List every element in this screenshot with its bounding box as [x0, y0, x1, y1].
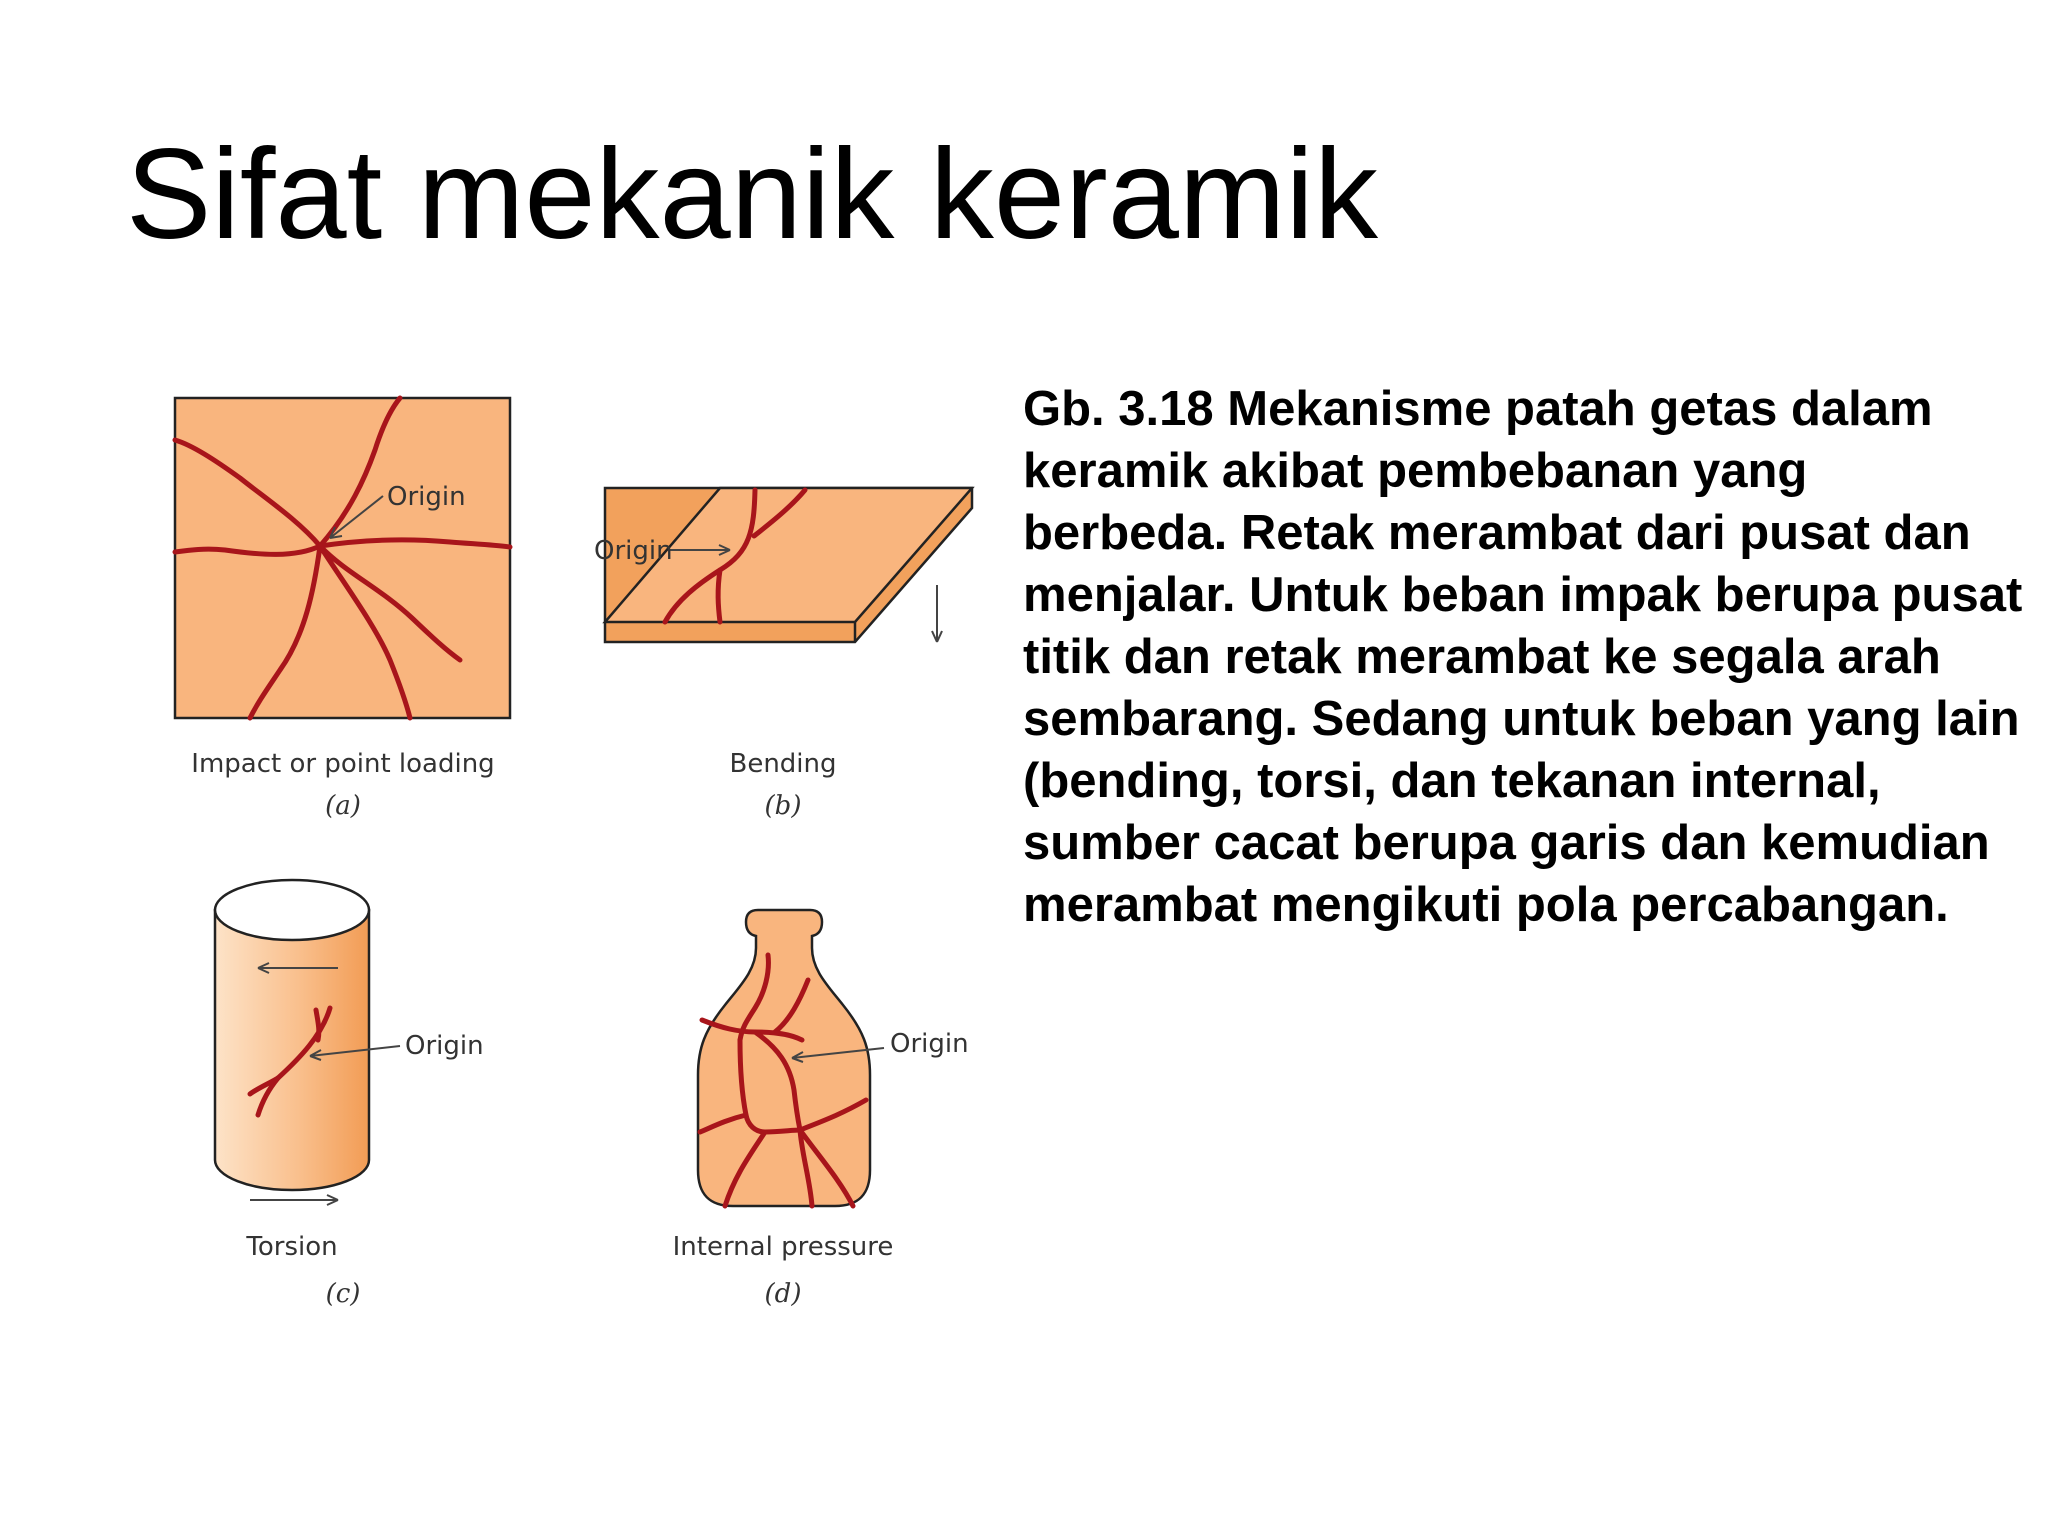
panel-d-origin-label: Origin	[890, 1029, 969, 1059]
panel-b-caption: Bending	[729, 749, 837, 779]
panel-b-bending	[594, 488, 972, 821]
panel-a-letter: (a)	[325, 791, 361, 821]
panel-d-letter: (d)	[764, 1279, 802, 1309]
panel-c-bottom-arrow	[250, 1195, 338, 1205]
panel-c-cylinder-body	[215, 910, 369, 1190]
panel-b-letter: (b)	[764, 791, 802, 821]
panel-d-internal-pressure	[673, 910, 969, 1309]
panel-c-letter: (c)	[325, 1279, 361, 1309]
panel-c-origin-label: Origin	[405, 1031, 484, 1061]
panel-a-impact	[175, 398, 510, 821]
panel-c-cylinder-top	[215, 880, 369, 940]
panel-c-caption: Torsion	[246, 1232, 338, 1262]
panel-a-caption: Impact or point loading	[191, 749, 495, 779]
panel-b-load-arrow	[932, 585, 942, 642]
figure-caption: Gb. 3.18 Mekanisme patah getas dalam keramik akibat pembebanan yang berbeda. Retak merambat dari pusat dan menjalar. Untuk beban impak berupa pusat titik dan retak merambat ke segala arah sembarang. Sedang untuk beban yang lain (bending, torsi, dan tekanan internal, sumber cacat berupa garis dan kemudian merambat mengikuti pola percabangan.	[1023, 382, 2023, 932]
fracture-mechanism-figure	[150, 380, 980, 1320]
panel-b-origin-label: Origin	[594, 536, 673, 566]
slide-title: Sifat mekanik keramik	[126, 123, 1378, 266]
panel-c-torsion	[215, 880, 484, 1309]
panel-a-square	[175, 398, 510, 718]
panel-a-origin-label: Origin	[387, 482, 466, 512]
panel-d-caption: Internal pressure	[672, 1232, 894, 1262]
